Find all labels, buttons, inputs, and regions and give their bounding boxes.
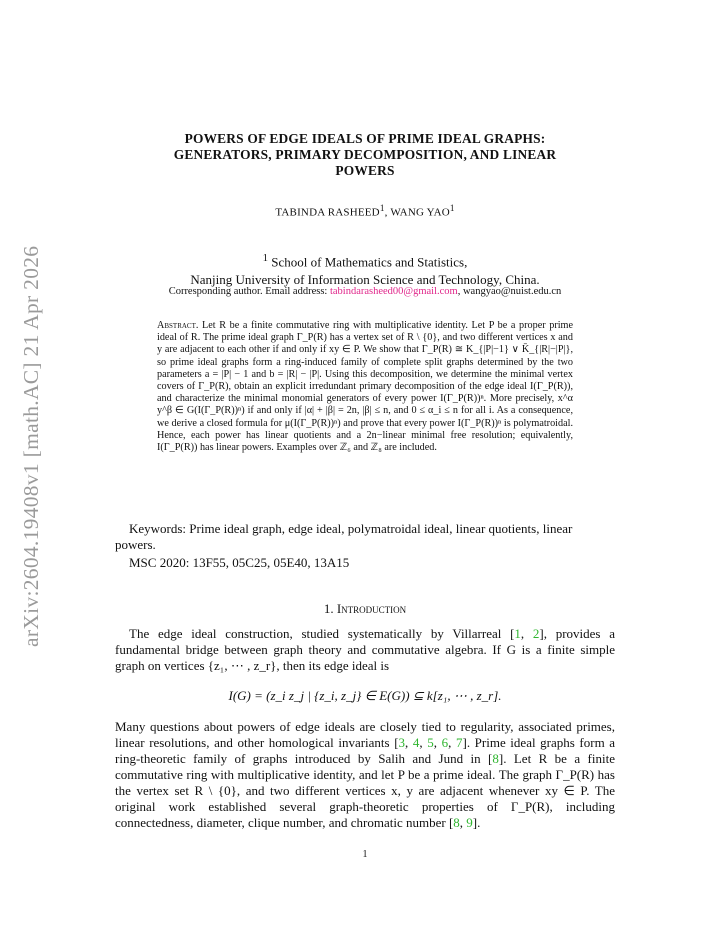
section-title: Introduction	[336, 601, 407, 616]
arxiv-identifier[interactable]: arXiv:2604.19408v1 [math.AC] 21 Apr 2026	[19, 245, 43, 647]
corresponding-author	[110, 286, 620, 297]
citation-link[interactable]: 3	[398, 735, 406, 750]
paragraph-text: Many questions about powers of edge ideals are closely tied to regularity, associated primes, linear resolutions, and other homological invariants [	[115, 719, 615, 750]
page-number: 1	[362, 849, 368, 860]
citation-separator: ,	[520, 626, 533, 641]
display-equation: I(G) = (z_i z_j | {z_i, z_j} ∈ E(G)) ⊆ k[z₁, ⋯ , z_r].	[228, 688, 502, 703]
msc-classification: MSC 2020: 13F55, 05C25, 05E40, 13A15	[129, 555, 350, 570]
title-line-1: POWERS OF EDGE IDEALS OF PRIME IDEAL GRAPHS:	[184, 131, 546, 146]
intro-paragraph-1	[115, 626, 615, 674]
citation-link[interactable]: 6	[441, 735, 449, 750]
section-heading	[110, 601, 620, 617]
author-list	[110, 203, 620, 219]
affiliation	[110, 249, 620, 289]
abstract-text: Let R be a finite commutative ring with multiplicative identity. Let P be a proper prime ideal of R. The prime ideal graph Γ_P(R) has a vertex set of R \ {0}, and two different vertices x and y are adjacent to each other if and only if xy ∈ P. We show that Γ_P(R) ≅ K_{|P|−1} ∨ K̄_{|R|−|P|}, so prime ideal graphs form a ring-induced family of complete split graphs determined by the two parameters a = |P| − 1 and b = |R| − |P|. Using this decomposition, we determine the minimal vertex covers of Γ_P(R), obtain an explicit irredundant primary decomposition of the edge ideal I(Γ_P(R)), and characterize the minimal monomial generators of every power I(Γ_P(R))ⁿ. More precisely, x^α y^β ∈ G(I(Γ_P(R))ⁿ) if and only if |α| + |β| = 2n, |β| ≤ n, and 0 ≤ α_i ≤ n for all i. As a consequence, we derive a closed formula for μ(I(Γ_P(R))ⁿ) and prove that every power I(Γ_P(R))ⁿ is polymatroidal. Hence, each power has linear quotients and a 2n−linear minimal free resolution; equivalently, I(Γ_P(R)) has linear powers. Examples over ℤ₆ and ℤ₈ are included.	[157, 320, 573, 454]
section-number: 1.	[323, 601, 334, 616]
citation-link[interactable]: 9	[466, 815, 473, 830]
paragraph-text: ].	[472, 815, 481, 830]
affiliation-marker: 1	[262, 252, 269, 264]
paragraph-text: The edge ideal construction, studied systematically by Villarreal [	[129, 626, 515, 641]
citation-link[interactable]: 2	[532, 626, 540, 641]
title-line-2: GENERATORS, PRIMARY DECOMPOSITION, AND LINEAR	[173, 147, 557, 162]
citation-link[interactable]: 8	[453, 815, 460, 830]
email-separator: ,	[457, 286, 463, 297]
author-affiliation-mark: 1	[449, 203, 455, 213]
email-text: wangyao@nuist.edu.cn	[462, 286, 562, 297]
citation-link[interactable]: 5	[427, 735, 434, 750]
citation-link[interactable]: 7	[455, 735, 463, 750]
citation-link[interactable]: 1	[514, 626, 521, 641]
author-affiliation-mark: 1	[379, 203, 385, 213]
paragraph-text: ]. Let R be a finite commutative ring with multiplicative identity, and let P be a prime ideal. The graph Γ_P(R) has the vertex set R \ {0}, and two different vertices x, y are adjacent whenever xy ∈ P. The original work established several graph-theoretic properties of Γ_P(R), including connectedness, diameter, clique number, and chromatic number [	[115, 751, 615, 830]
title-line-3: POWERS	[335, 163, 395, 178]
intro-paragraph-2: Many questions about powers of edge ideals are closely tied to regularity, associated primes, linear resolutions, and other homological invariants [3, 4, 5, 6, 7]. Prime ideal graphs form a ring-theoretic family of graphs introduced by Salih and Jund in [8]. Let R be a finite commutative ring with multiplicative identity, and let P be a prime ideal. The graph Γ_P(R) has the vertex set R \ {0}, and two different vertices x, y are adjacent whenever xy ∈ P. The original work established several graph-theoretic properties of Γ_P(R), including connectedness, diameter, clique number, and chromatic number [8, 9].	[115, 719, 616, 830]
abstract-heading: Abstract.	[157, 320, 199, 331]
author-name: WANG YAO	[390, 206, 450, 219]
citation-link[interactable]: 4	[412, 735, 420, 750]
paper-title	[110, 131, 620, 179]
affiliation-line-2: Nanjing University of Information Science and Technology, China.	[190, 272, 540, 288]
author-separator: ,	[384, 206, 391, 219]
abstract	[157, 320, 573, 454]
affiliation-line-1: School of Mathematics and Statistics,	[271, 254, 468, 270]
paragraph-text: ], provides a fundamental bridge between graph theory and commutative algebra. If G is a finite simple graph on vertices {z₁, ⋯ , z_r}, then its edge ideal is	[115, 626, 615, 673]
citation-link[interactable]: 8	[492, 751, 499, 766]
paragraph-text: ]. Prime ideal graphs form a ring-theoretic family of graphs introduced by Salih and Jund in [	[115, 735, 616, 766]
email-link[interactable]: tabindarasheed00@gmail.com	[329, 286, 458, 297]
keywords: Keywords: Prime ideal graph, edge ideal, polymatroidal ideal, linear quotients, linear powers.	[115, 521, 573, 552]
corresponding-label: Corresponding author. Email address:	[168, 286, 328, 297]
author-name: TABINDA RASHEED	[275, 206, 380, 219]
